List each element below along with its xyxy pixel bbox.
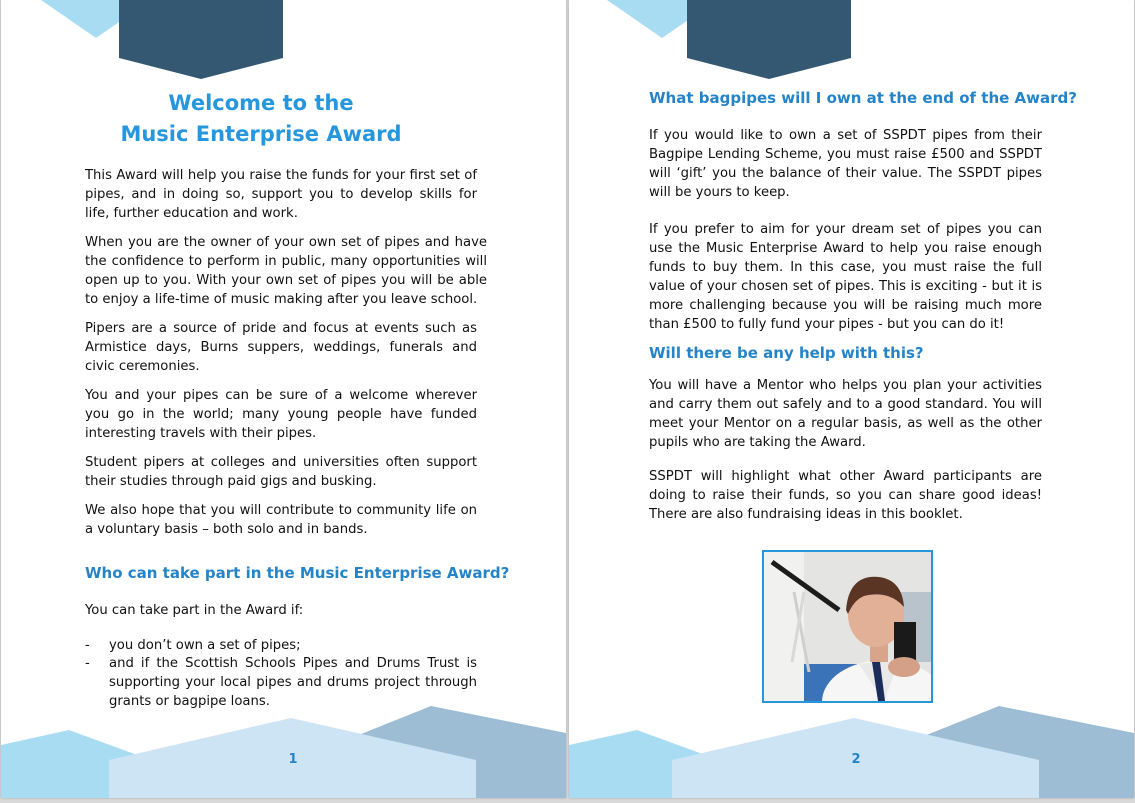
paragraph-sspdt-pipes: If you would like to own a set of SSPDT pipes from their Bagpipe Lending Scheme, you must raise £500 and SSPDT will ‘gift’ you the balance of their value. The SSPDT pipes will be yours to keep. [649, 128, 1042, 200]
paragraph-intro: This Award will help you raise the funds for your first set of pipes, and in doing so, support you to develop skills for life, further education and work. [85, 168, 477, 221]
bullet-dash: - [85, 638, 90, 653]
piper-photo-illustration [764, 552, 931, 701]
page-title-line-2: Music Enterprise Award [120, 122, 402, 146]
paragraph-dream-pipes: If you prefer to aim for your dream set of pipes you can use the Music Enterprise Award to help you raise enough funds to buy them. In this case, you must raise the full value of your chosen set of pipes. This is exciting - but it is more challenging because you will be raising much more than £500 to fully fund your pipes - but you can do it! [649, 222, 1042, 332]
list-item-text: and if the Scottish Schools Pipes and Drums Trust is supporting your local pipes and drums project through grants or bagpipe loans. [109, 656, 477, 709]
top-navy-pentagon [119, 0, 283, 79]
section-heading-who: Who can take part in the Music Enterprise Award? [85, 564, 510, 582]
top-navy-pentagon [687, 0, 851, 79]
list-item [85, 636, 477, 655]
paragraph-travel: You and your pipes can be sure of a welcome wherever you go in the world; many young people have funded interesting travels with their pipes. [85, 388, 477, 441]
list-item-text: you don’t own a set of pipes; [109, 638, 301, 653]
page-title-line-1: Welcome to the [168, 91, 354, 115]
paragraph-pride: Pipers are a source of pride and focus at events such as Armistice days, Burns suppers, weddings, funerals and civic ceremonies. [85, 321, 477, 374]
page-number: 1 [288, 752, 298, 767]
section-heading-help: Will there be any help with this? [649, 344, 924, 362]
page-number: 2 [851, 752, 861, 767]
section-heading-bagpipes: What bagpipes will I own at the end of the Award? [649, 89, 1077, 107]
document-page-1 [1, 0, 566, 798]
document-page-2 [569, 0, 1134, 798]
paragraph-student-pipers: Student pipers at colleges and universities often support their studies through paid gigs and busking. [85, 455, 477, 489]
list-item [85, 654, 477, 711]
piper-photo [762, 550, 933, 703]
bullet-dash: - [85, 656, 90, 671]
paragraph-fundraising: SSPDT will highlight what other Award participants are doing to raise their funds, so you can share good ideas! There are also fundraising ideas in this booklet. [649, 469, 1042, 522]
paragraph-eligibility: You can take part in the Award if: [85, 603, 304, 618]
paragraph-community: We also hope that you will contribute to community life on a voluntary basis – both solo and in bands. [85, 503, 477, 537]
paragraph-opportunities: When you are the owner of your own set of pipes and have the confidence to perform in public, many opportunities will open up to you. With your own set of pipes you will be able to enjoy a life-time of music making after you leave school. [85, 235, 487, 307]
paragraph-mentor: You will have a Mentor who helps you plan your activities and carry them out safely and to a good standard. You will meet your Mentor on a regular basis, as well as the other pupils who are taking the Award. [649, 378, 1042, 450]
